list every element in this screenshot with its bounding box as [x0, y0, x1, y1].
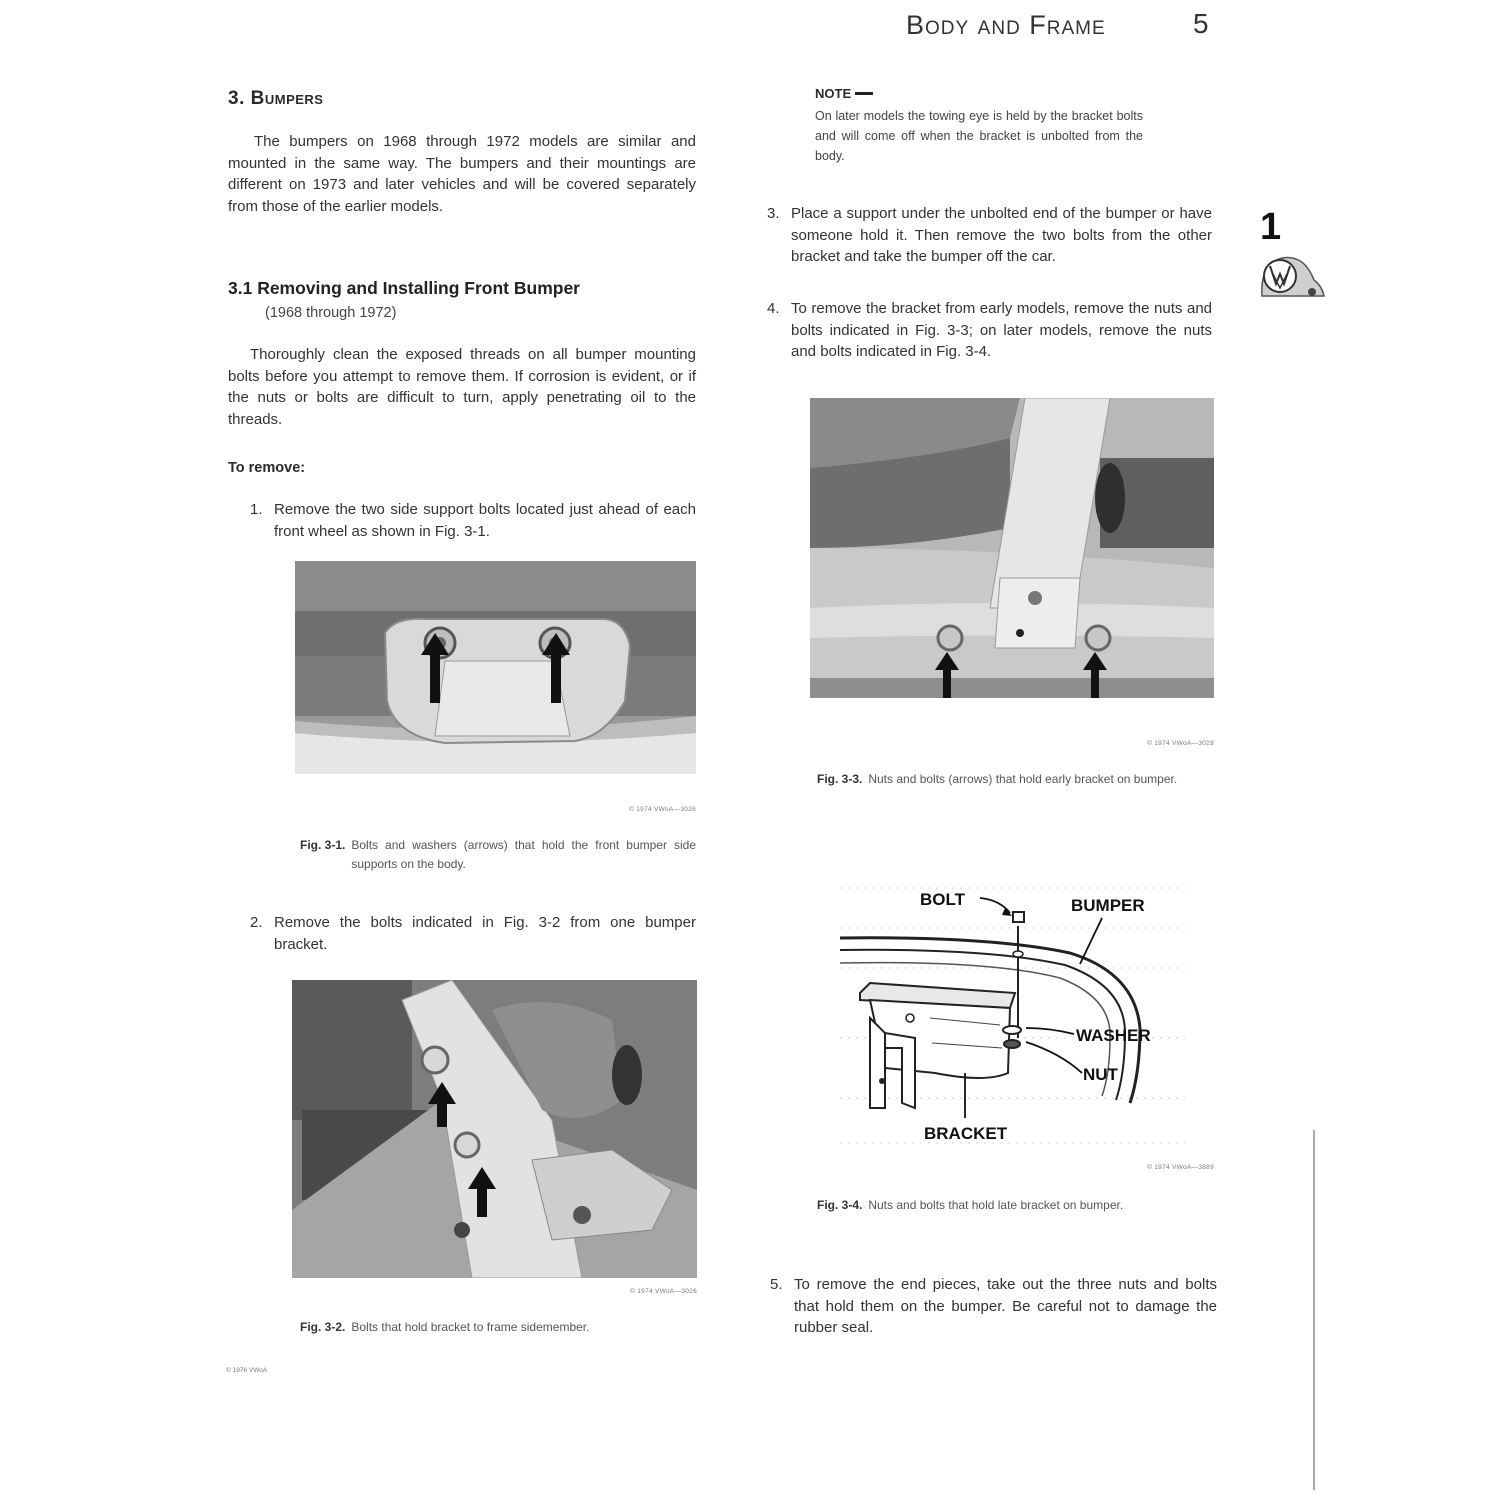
arrow-up-icon [935, 652, 959, 698]
note-text: On later models the towing eye is held by the bracket bolts and will come off when the bracket is unbolted from the body. [815, 109, 1143, 163]
page-edge-rule [1313, 1130, 1315, 1490]
cleaning-paragraph: Thoroughly clean the exposed threads on all bumper mounting bolts before you attempt to remove them. If corrosion is evident, or if the nuts or bolts are difficult to turn, apply penetrating oil to the threads. [228, 346, 696, 428]
subsection-title: 3.1 Removing and Installing Front Bumper [228, 278, 580, 298]
fig-3-4-caption-text: Nuts and bolts that hold late bracket on bumper. [868, 1198, 1124, 1212]
label-washer: WASHER [1076, 1026, 1151, 1045]
arrow-up-icon [1083, 652, 1107, 698]
fig-3-2-caption [300, 1318, 697, 1337]
note-heading [815, 86, 873, 101]
fig-3-3-caption-text: Nuts and bolts (arrows) that hold early bracket on bumper. [868, 772, 1178, 786]
fig-3-2-caption-text: Bolts that hold bracket to frame sidemember. [351, 1320, 590, 1334]
fig-3-3-label: Fig. 3-3. [817, 772, 863, 786]
step-2 [250, 912, 696, 955]
step-4 [767, 298, 1212, 363]
fig-3-4-diagram [840, 868, 1185, 1163]
fig-3-1-label: Fig. 3-1. [300, 838, 346, 852]
label-bracket: BRACKET [924, 1124, 1008, 1143]
to-remove-heading: To remove: [228, 460, 306, 476]
step-1 [250, 499, 696, 542]
section-title: 3. Bumpers [228, 88, 324, 109]
step-1-text: Remove the two side support bolts located just ahead of each front wheel as shown in Fig. 3-1. [274, 501, 696, 540]
step-1-number: 1. [250, 501, 263, 518]
fig-3-1-caption-text: Bolts and washers (arrows) that hold the front bumper side supports on the body. [351, 838, 696, 871]
page-header-title: Body and Frame [906, 10, 1106, 40]
fig-3-3-arrows [935, 652, 1115, 698]
intro-paragraph: The bumpers on 1968 through 1972 models are similar and mounted in the same way. The bumpers and their mountings are different on 1973 and later vehicles and will be covered separately from those of the earlier models. [228, 133, 696, 215]
fig-3-1-credit: © 1974 VWoA—3026 [629, 806, 696, 813]
step-5-text: To remove the end pieces, take out the three nuts and bolts that hold them on the bumper. Be careful not to damage the rubber seal. [794, 1276, 1217, 1336]
fig-3-4-caption [817, 1196, 1214, 1215]
label-nut: NUT [1083, 1065, 1118, 1084]
fig-3-2-label: Fig. 3-2. [300, 1320, 346, 1334]
page-number: 5 [1193, 8, 1209, 39]
vw-beetle-logo-icon [1252, 252, 1326, 300]
fig-3-3-credit: © 1974 VWoA—3028 [1147, 740, 1214, 747]
step-2-number: 2. [250, 914, 263, 931]
label-bumper: BUMPER [1071, 896, 1145, 915]
page-credit: © 1976 VWoA [226, 1367, 268, 1374]
step-3-text: Place a support under the unbolted end of the bumper or have someone hold it. Then remove the two bolts from the other bracket and take the bumper off the car. [791, 205, 1212, 265]
step-3 [767, 203, 1212, 268]
arrow-up-icon [428, 1082, 456, 1127]
note-dash [855, 92, 873, 95]
step-4-text: To remove the bracket from early models, remove the nuts and bolts indicated in Fig. 3-3; on later models, remove the nuts and bolts indicated in Fig. 3-4. [791, 300, 1212, 360]
label-bolt: BOLT [920, 890, 966, 909]
step-4-number: 4. [767, 300, 780, 317]
arrow-up-icon [542, 633, 570, 703]
step-3-number: 3. [767, 205, 780, 222]
fig-3-4-label: Fig. 3-4. [817, 1198, 863, 1212]
fig-3-2-arrows [428, 1082, 498, 1217]
step-2-text: Remove the bolts indicated in Fig. 3-2 from one bumper bracket. [274, 914, 696, 953]
fig-3-3-caption [817, 770, 1214, 789]
note-label: NOTE [815, 86, 852, 101]
step-5-number: 5. [770, 1276, 783, 1293]
arrow-up-icon [468, 1167, 496, 1217]
step-5 [770, 1274, 1217, 1339]
fig-3-2-credit: © 1974 VWoA—3026 [630, 1288, 697, 1295]
arrow-up-icon [421, 633, 449, 703]
chapter-number: 1 [1260, 206, 1282, 248]
fig-3-1-caption [300, 836, 696, 874]
subsection-years: (1968 through 1972) [265, 305, 397, 321]
fig-3-4-credit: © 1974 VWoA—3889 [1147, 1164, 1214, 1171]
fig-3-1-arrows [421, 633, 581, 703]
